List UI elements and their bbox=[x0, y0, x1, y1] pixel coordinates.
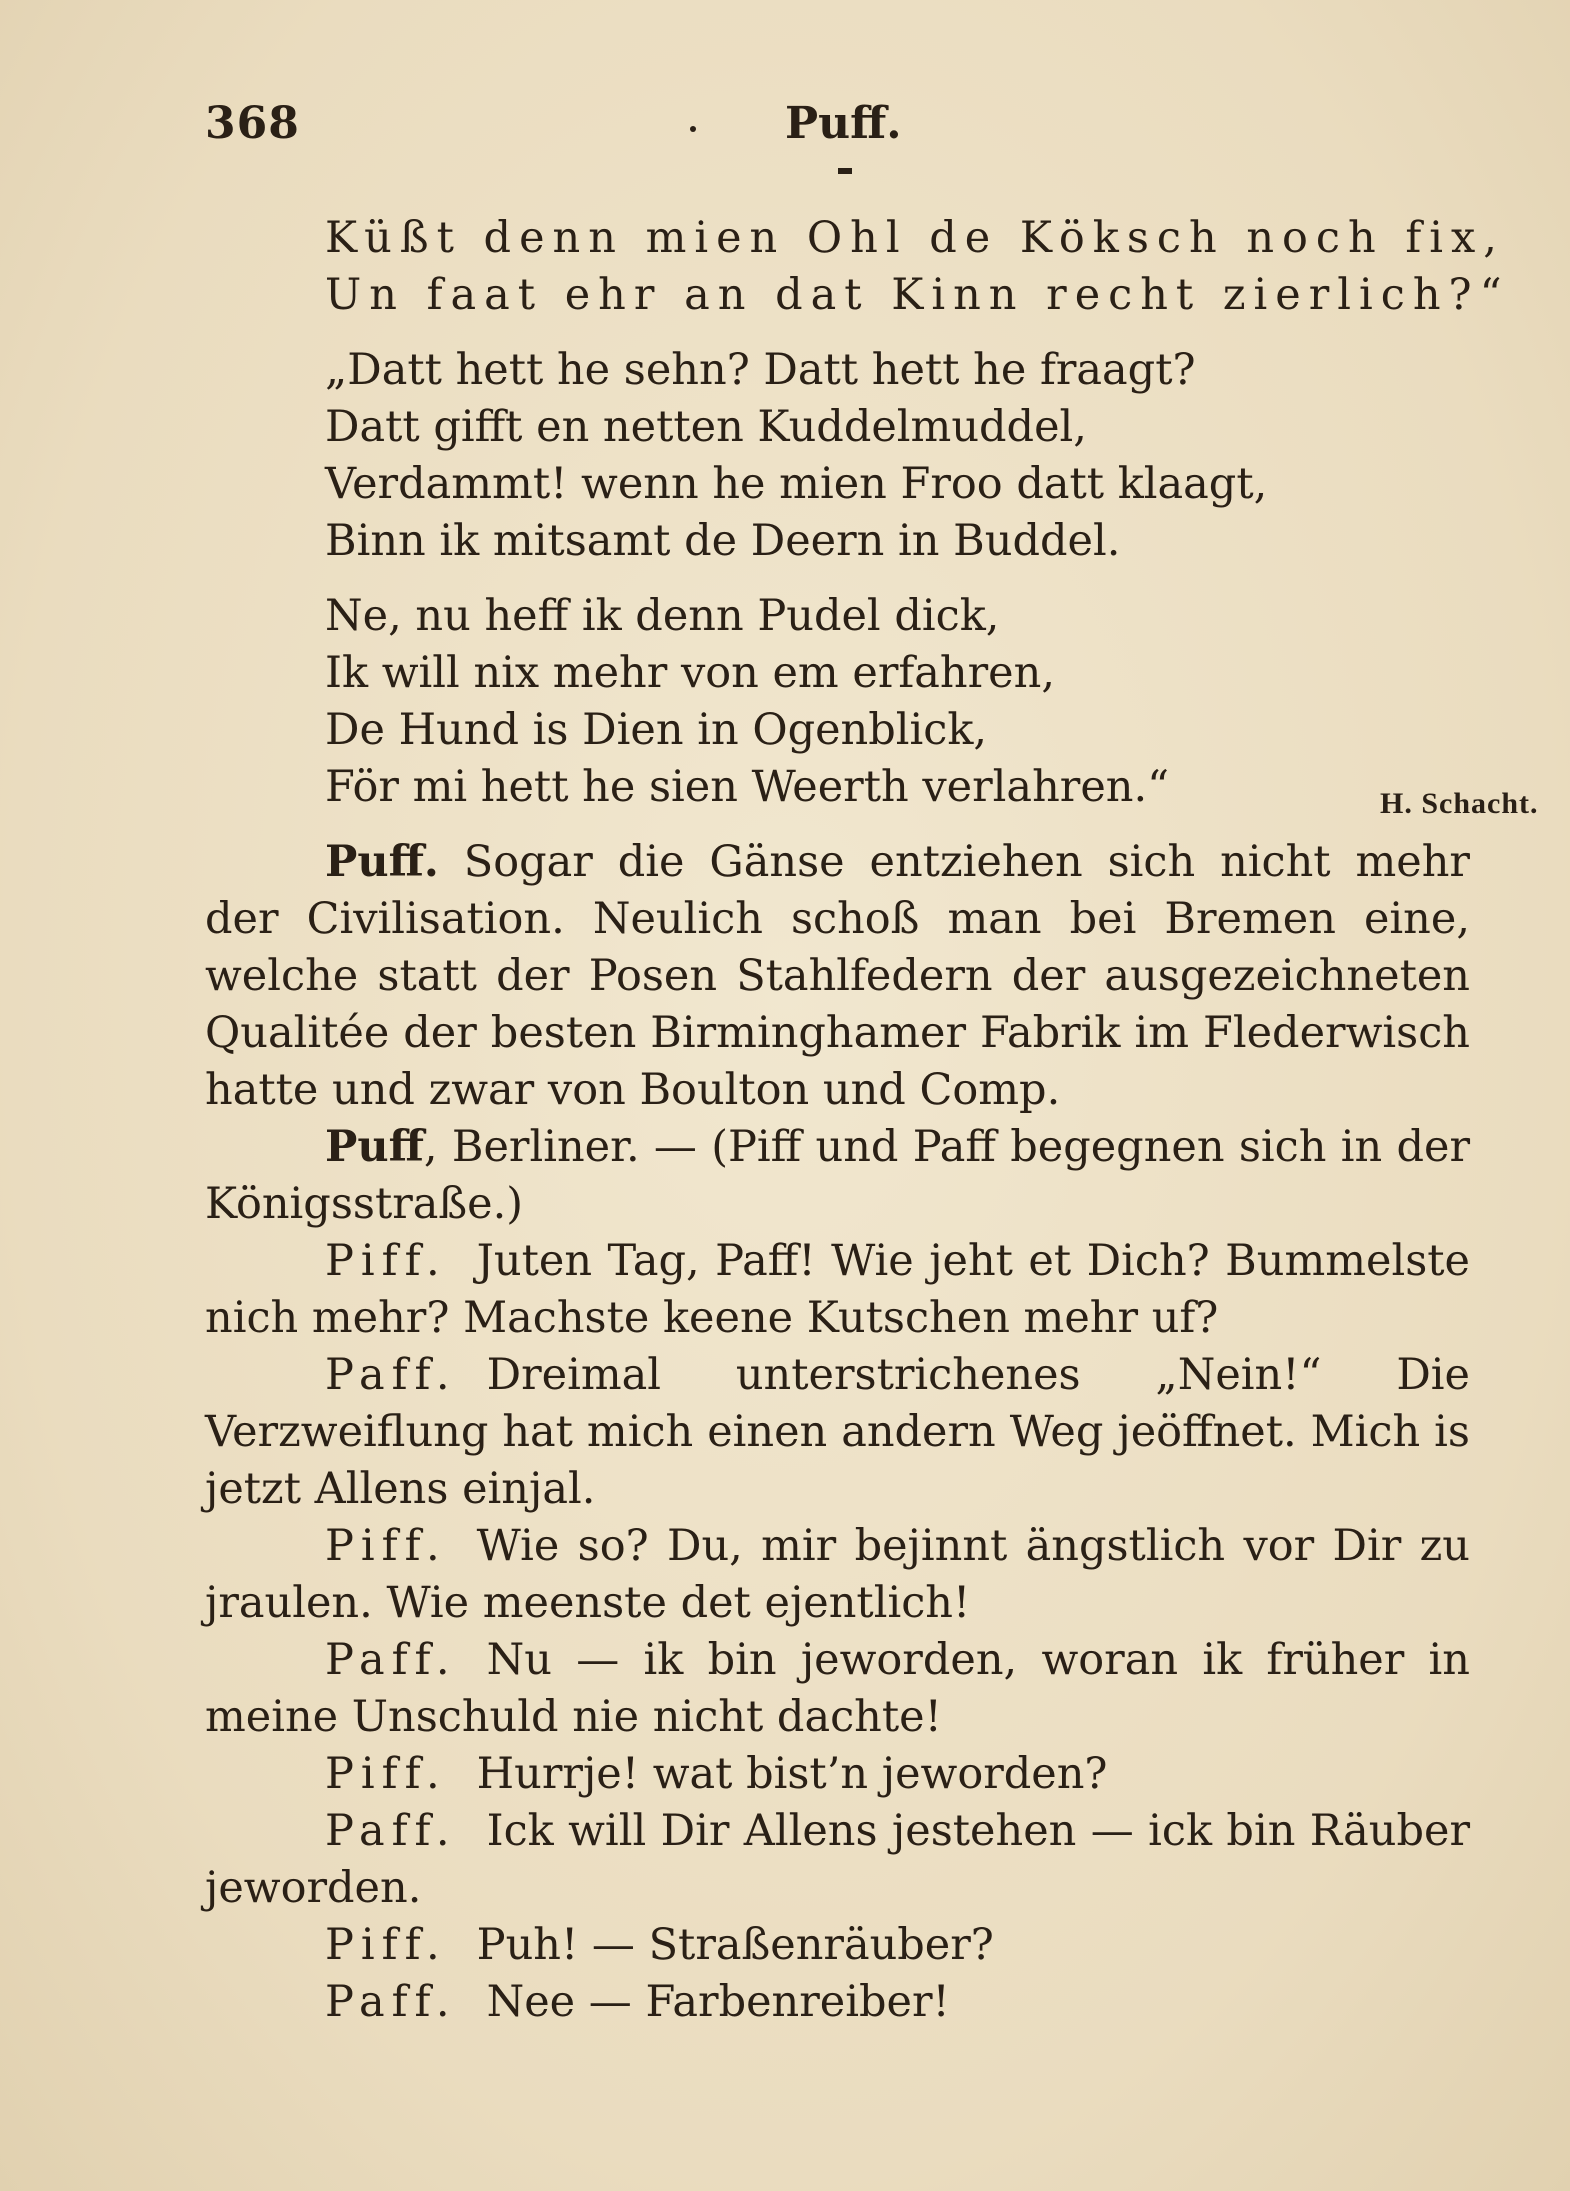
speaker-name: Piff. bbox=[325, 1749, 447, 1799]
page-header bbox=[205, 98, 1470, 158]
dialogue-text: Hurrje! wat bist’n jeworden? bbox=[476, 1749, 1108, 1799]
entry-headword: Puff bbox=[325, 1122, 424, 1172]
verse-line: Ik will nix mehr von em erfahren, bbox=[325, 648, 1055, 698]
speaker-name: Piff. bbox=[325, 1521, 447, 1571]
verse-line: „Datt hett he sehn? Datt hett he fraagt? bbox=[325, 345, 1196, 395]
entry-headword: Puff. bbox=[325, 837, 439, 887]
dialogue-text: Ick will Dir Allens jestehen — ick bin Räuber jeworden. bbox=[205, 1806, 1470, 1913]
dialogue-line bbox=[205, 1974, 1470, 2031]
printer-mark bbox=[838, 168, 852, 174]
speaker-name: Paff. bbox=[325, 1977, 457, 2027]
dialogue-line bbox=[205, 1518, 1470, 1632]
poem-stanza bbox=[325, 342, 1470, 570]
poem-attribution: H. Schacht. bbox=[1380, 787, 1539, 820]
verse-line: Un faat ehr an dat Kinn recht zierlich?“ bbox=[325, 270, 1510, 320]
entry-text: Sogar die Gänse entziehen sich nicht mehr der Civilisation. Neulich schoß man bei Bremen eine, welche statt der Posen Stahlfedern der ausgezeichneten Qualitée der besten Birminghamer Fabrik im Flederwisch hatte und zwar von Boulton und Comp. bbox=[205, 837, 1470, 1115]
dialogue-text: Nu — ik bin jeworden, woran ik früher in meine Unschuld nie nicht dachte! bbox=[205, 1635, 1470, 1742]
verse-line: Küßt denn mien Ohl de Köksch noch fix, bbox=[325, 213, 1505, 263]
speaker-name: Paff. bbox=[325, 1350, 457, 1400]
speaker-name: Paff. bbox=[325, 1635, 457, 1685]
page-body bbox=[205, 210, 1539, 2031]
dialogue-line bbox=[205, 1917, 1470, 1974]
dialogue-text: Puh! — Straßenräuber? bbox=[476, 1920, 994, 1970]
dialogue-line bbox=[205, 1233, 1470, 1347]
dictionary-entry bbox=[205, 834, 1470, 1119]
verse-line: De Hund is Dien in Ogenblick, bbox=[325, 705, 988, 755]
entry-text: , Berliner. — (Piff und Paff begegnen sich in der Königsstraße.) bbox=[205, 1122, 1470, 1229]
verse-line-with-attribution bbox=[325, 759, 1539, 820]
dialogue-line bbox=[205, 1632, 1470, 1746]
dialogue-text: Wie so? Du, mir bejinnt ängstlich vor Dir zu jraulen. Wie meenste det ejentlich! bbox=[205, 1521, 1470, 1628]
dialogue-text: Dreimal unterstrichenes „Nein!“ Die Verzweiflung hat mich einen andern Weg jeöffnet. Mich is jetzt Allens einjal. bbox=[205, 1350, 1470, 1514]
dialogue-line bbox=[205, 1803, 1470, 1917]
dialogue-text: Juten Tag, Paff! Wie jeht et Dich? Bummelste nich mehr? Machste keene Kutschen mehr uf? bbox=[205, 1236, 1470, 1343]
verse-line: För mi hett he sien Weerth verlahren.“ bbox=[325, 762, 1170, 812]
verse-line: Datt gifft en netten Kuddelmuddel, bbox=[325, 402, 1087, 452]
dialogue-text: Nee — Farbenreiber! bbox=[486, 1977, 950, 2027]
dictionary-entry bbox=[205, 1119, 1470, 1233]
verse-line: Verdammt! wenn he mien Froo datt klaagt, bbox=[325, 459, 1268, 509]
dialogue-line bbox=[205, 1746, 1470, 1803]
verse-line: Ne, nu heff ik denn Pudel dick, bbox=[325, 591, 1000, 641]
verse-line: Binn ik mitsamt de Deern in Buddel. bbox=[325, 516, 1121, 566]
speaker-name: Piff. bbox=[325, 1236, 447, 1286]
speaker-name: Paff. bbox=[325, 1806, 457, 1856]
dialogue-line bbox=[205, 1347, 1470, 1518]
poem-stanza bbox=[325, 588, 1539, 820]
printer-mark bbox=[690, 126, 696, 132]
speaker-name: Piff. bbox=[325, 1920, 447, 1970]
page-number: 368 bbox=[205, 98, 300, 149]
poem-stanza bbox=[325, 210, 1510, 324]
running-head: Puff. bbox=[785, 98, 902, 149]
